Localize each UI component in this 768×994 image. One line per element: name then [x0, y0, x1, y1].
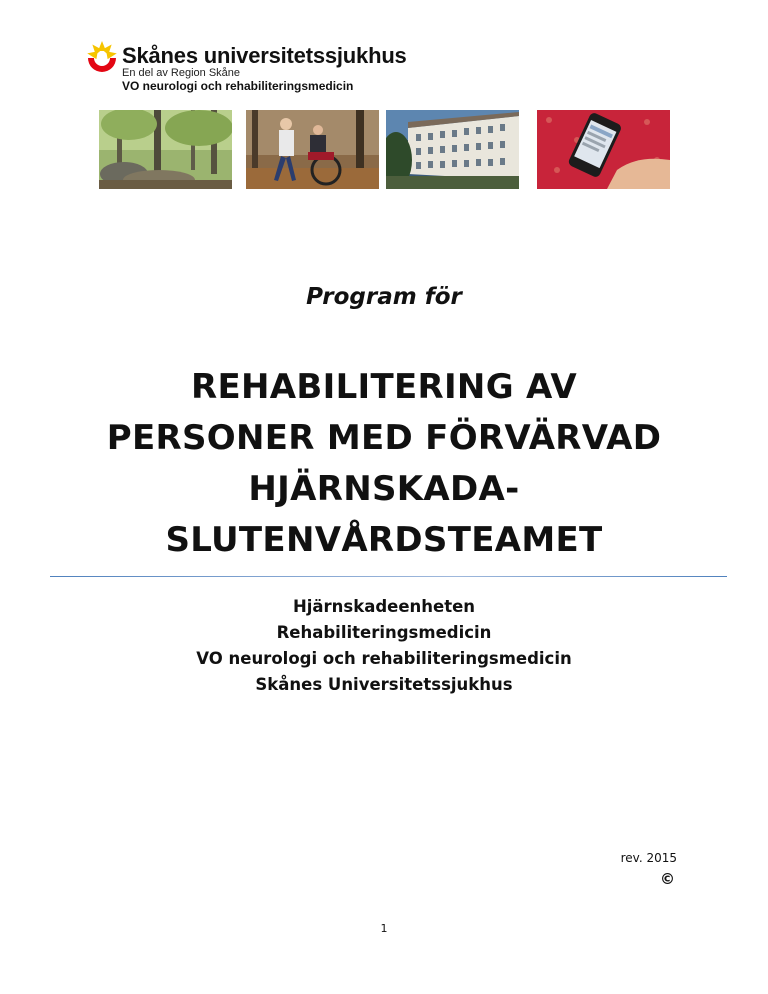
title-divider — [50, 576, 727, 577]
organization-block — [0, 594, 768, 698]
org-line: VO neurologi och rehabiliteringsmedicin — [196, 649, 572, 668]
title-line: SLUTENVÅRDSTEAMET — [165, 520, 603, 560]
title-line: HJÄRNSKADA- — [248, 469, 520, 509]
cover-title — [40, 362, 728, 566]
revision-label: rev. 2015 — [620, 851, 677, 865]
brand-subtitle: En del av Region Skåne — [122, 67, 241, 79]
phone-photo — [537, 110, 670, 189]
org-line: Rehabiliteringsmedicin — [276, 623, 492, 642]
copyright-icon: © — [660, 870, 675, 888]
sus-logo-icon — [86, 40, 118, 72]
wheelchair-photo — [246, 110, 379, 189]
org-line: Skånes Universitetssjukhus — [255, 675, 513, 694]
org-line: Hjärnskadeenheten — [292, 597, 476, 616]
forest-photo — [99, 110, 232, 189]
title-line: PERSONER MED FÖRVÄRVAD — [106, 418, 662, 458]
brand-name: Skånes universitetssjukhus — [122, 43, 407, 68]
building-photo — [386, 110, 519, 189]
title-line: REHABILITERING AV — [191, 367, 577, 407]
header-department: VO neurologi och rehabiliteringsmedicin — [122, 79, 354, 93]
cover-kicker: Program för — [306, 284, 462, 310]
page-number: 1 — [380, 922, 388, 935]
